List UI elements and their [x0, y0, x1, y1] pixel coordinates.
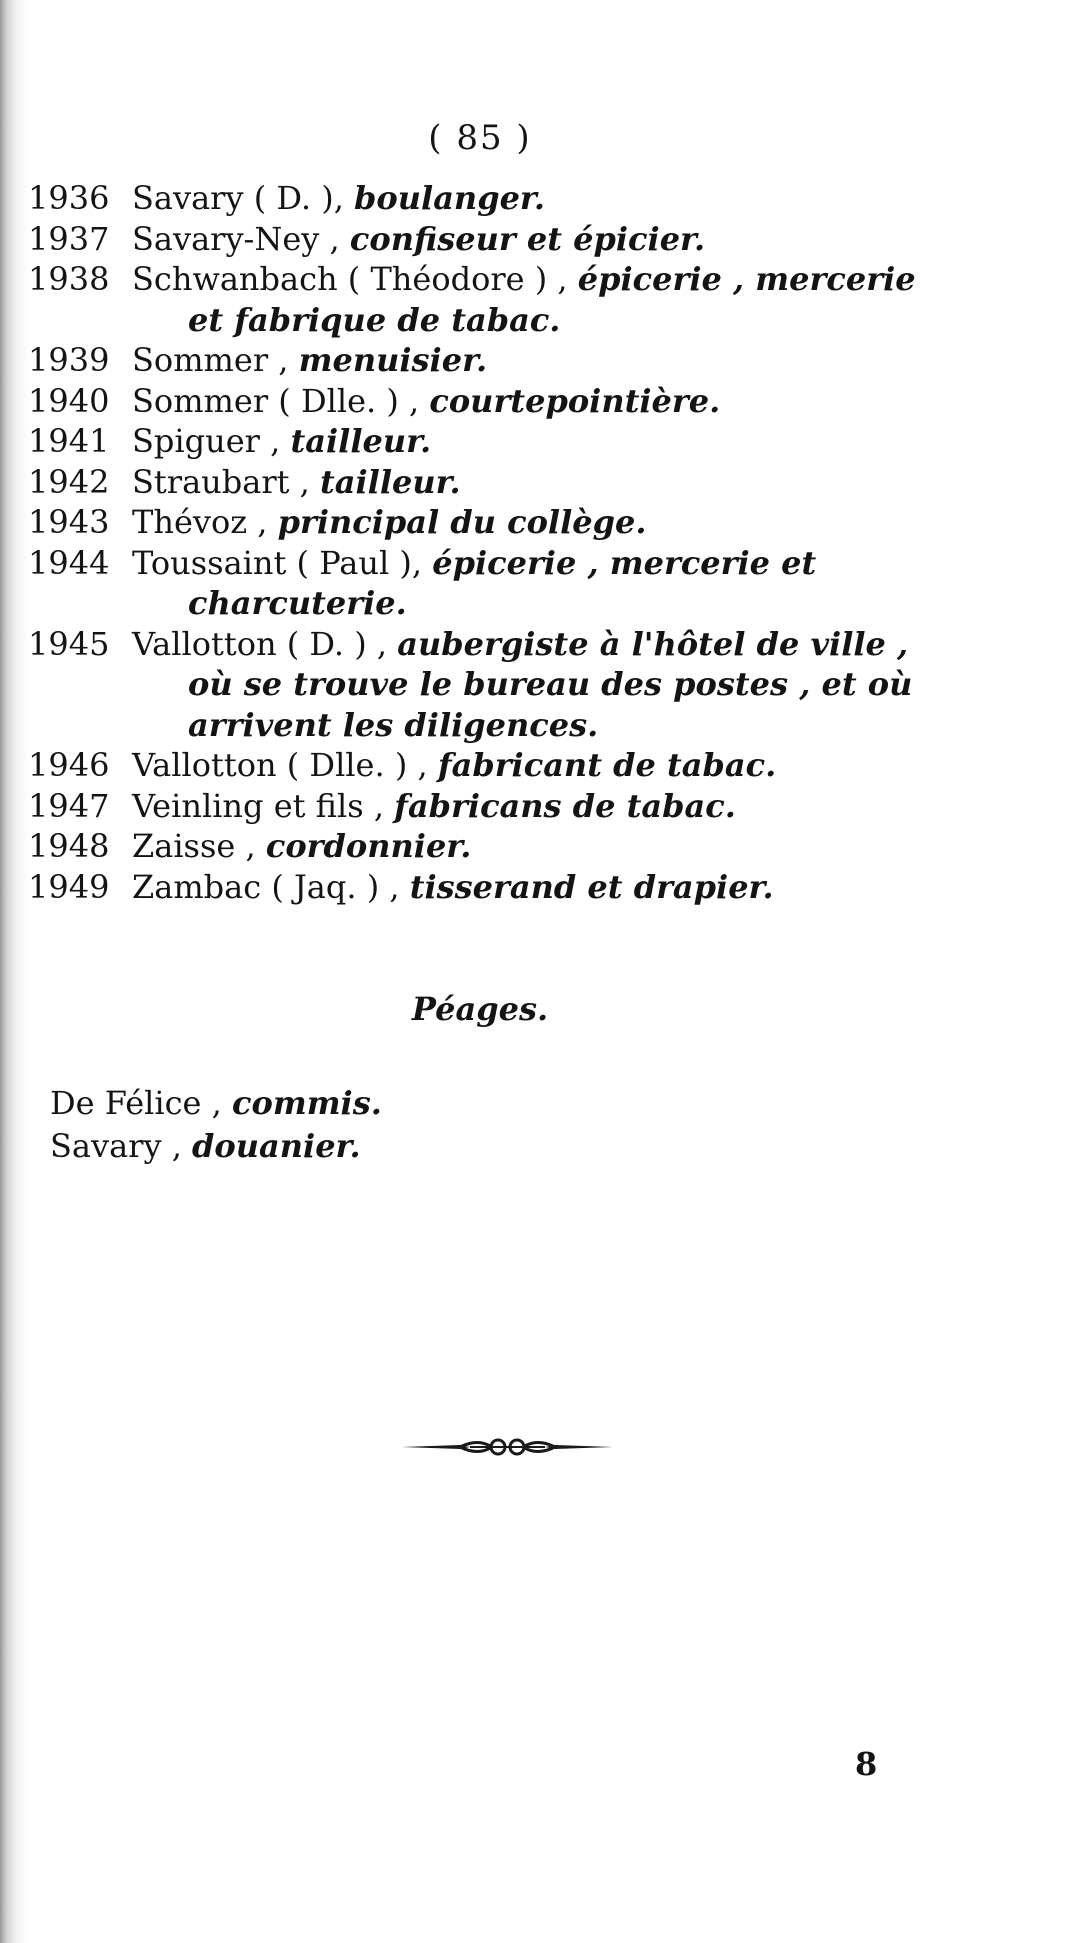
entry-name: Vallotton ( Dlle. ) , [132, 746, 438, 784]
entry-text [132, 624, 948, 746]
entry-number: 1944 [28, 543, 110, 582]
entry-name: Schwanbach ( Théodore ) , [132, 260, 578, 298]
peages-name: De Félice , [50, 1084, 232, 1122]
entry-name: Vallotton ( D. ) , [132, 624, 398, 663]
entry-number: 1949 [28, 867, 110, 906]
signature-mark: 8 [855, 1745, 878, 1783]
entry-trade: boulanger. [354, 179, 545, 217]
entry-name: Zaisse , [132, 827, 266, 865]
directory-entry [28, 219, 948, 260]
section-heading-peages: Péages. [411, 990, 549, 1028]
entry-number: 1941 [28, 422, 110, 460]
entry-text [132, 259, 948, 340]
entry-number: 1947 [28, 786, 110, 825]
entry-number: 1937 [28, 219, 110, 258]
directory-entry [28, 381, 948, 422]
entry-trade: fabricans de tabac. [394, 786, 736, 825]
entry-text [132, 543, 948, 624]
directory-entry [28, 462, 948, 503]
entry-trade: aubergiste à l'hôtel de ville , où se trouve le bureau des postes , et où arrivent les diligences. [188, 624, 913, 744]
ornamental-rule [400, 1432, 615, 1462]
entry-trade: fabricant de tabac. [437, 746, 777, 784]
entry-trade: tailleur. [320, 462, 461, 501]
entry-text [132, 786, 948, 827]
entry-name: Veinling et fils , [132, 786, 395, 825]
entry-text [132, 745, 948, 786]
peages-name: Savary , [50, 1127, 193, 1165]
directory-entry [28, 543, 948, 624]
entry-trade: tisserand et drapier. [409, 867, 774, 906]
entry-text [132, 340, 948, 381]
entry-name: Zambac ( Jaq. ) , [132, 867, 410, 906]
entry-text [132, 462, 948, 503]
entry-trade: épicerie , mercerie et charcuterie. [188, 543, 817, 622]
entry-number: 1946 [28, 746, 110, 784]
directory-entry [28, 340, 948, 381]
directory-entry [28, 421, 948, 462]
entry-name: Thévoz , [132, 503, 278, 541]
entry-number: 1938 [28, 260, 110, 298]
entry-text [132, 421, 948, 462]
entry-name: Spiguer , [132, 422, 291, 460]
entry-name: Sommer ( Dlle. ) , [132, 381, 430, 420]
entry-trade: principal du collège. [277, 503, 647, 541]
directory-entry [28, 867, 948, 908]
entry-trade: menuisier. [298, 341, 488, 379]
directory-entry [28, 502, 948, 543]
entry-text [132, 502, 948, 543]
entry-number: 1939 [28, 341, 110, 379]
entry-name: Straubart , [132, 462, 320, 501]
page-edge-shadow [0, 0, 30, 1943]
directory-entry [28, 826, 948, 867]
entry-number: 1945 [28, 624, 110, 663]
entry-name: Savary ( D. ), [132, 179, 355, 217]
entry-number: 1936 [28, 179, 110, 217]
entry-trade: épicerie , mercerie et fabrique de tabac. [188, 260, 916, 339]
entry-number: 1943 [28, 503, 110, 541]
entry-name: Sommer , [132, 341, 299, 379]
directory-entry [28, 745, 948, 786]
directory-entry [28, 259, 948, 340]
peages-role: douanier. [192, 1127, 361, 1165]
entry-text [132, 867, 948, 908]
entry-text [132, 219, 948, 260]
peages-item [50, 1082, 750, 1125]
entry-name: Toussaint ( Paul ), [132, 543, 433, 582]
entry-trade: tailleur. [290, 422, 432, 460]
peages-list [50, 1082, 750, 1168]
peages-item [50, 1125, 750, 1168]
entry-text [132, 178, 948, 219]
entry-trade: cordonnier. [265, 827, 472, 865]
peages-role: commis. [232, 1084, 382, 1122]
entry-number: 1940 [28, 381, 110, 420]
page-number-header: ( 85 ) [428, 118, 532, 158]
entry-text [132, 381, 948, 422]
entry-trade: confiseur et épicier. [349, 219, 706, 258]
entry-number: 1942 [28, 462, 110, 501]
directory-entry [28, 178, 948, 219]
entry-text [132, 826, 948, 867]
entry-number: 1948 [28, 827, 110, 865]
directory-entry [28, 624, 948, 746]
directory-list [28, 178, 948, 907]
entry-name: Savary-Ney , [132, 219, 350, 258]
entry-trade: courtepointière. [429, 381, 721, 420]
directory-entry [28, 786, 948, 827]
